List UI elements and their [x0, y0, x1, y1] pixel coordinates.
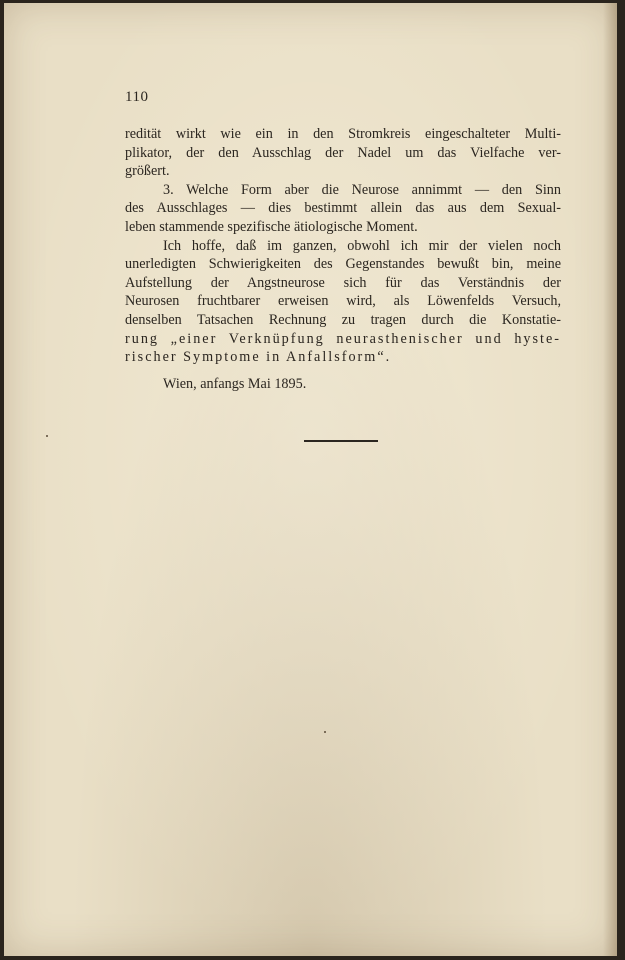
text-line: Neurosen fruchtbarer erweisen wird, als Löwenfelds Versuch,: [125, 293, 561, 310]
text-line: größert.: [125, 163, 170, 180]
text-line: Ich hoffe, daß im ganzen, obwohl ich mir der vielen noch: [163, 237, 561, 254]
text-line: rung „einer Verknüpfung neurasthenischer und hyste-: [125, 330, 561, 347]
text-line: des Ausschlages — dies bestimmt allein das aus dem Sexual-: [125, 200, 561, 217]
paragraph-2: [125, 181, 561, 237]
text-line: 3. Welche Form aber die Neurose annimmt — den Sinn: [163, 181, 561, 198]
text-line: unerledigten Schwierigkeiten des Gegenstandes bewußt bin, meine: [125, 256, 561, 273]
paragraph-3: [125, 237, 561, 367]
text-line: redität wirkt wie ein in den Stromkreis eingeschalteter Multi-: [125, 126, 561, 142]
paper-speck: [324, 731, 326, 733]
closing-rule: [304, 440, 378, 442]
page-edge-shadow: [603, 3, 617, 956]
body-text: [125, 125, 561, 393]
signoff-date-place: Wien, anfangs Mai 1895.: [163, 375, 307, 392]
text-line: rischer Symptome in Anfallsform“.: [125, 349, 392, 366]
paragraph-1: [125, 125, 561, 181]
page-number: 110: [125, 89, 149, 105]
book-page: [4, 3, 617, 956]
text-line: Aufstellung der Angstneurose sich für das Verständnis der: [125, 274, 561, 291]
paper-speck: [46, 435, 48, 437]
text-line: plikator, der den Ausschlag der Nadel um das Vielfache ver-: [125, 144, 561, 161]
text-line: denselben Tatsachen Rechnung zu tragen durch die Konstatie-: [125, 311, 561, 328]
text-line: leben stammende spezifische ätiologische Moment.: [125, 218, 418, 235]
